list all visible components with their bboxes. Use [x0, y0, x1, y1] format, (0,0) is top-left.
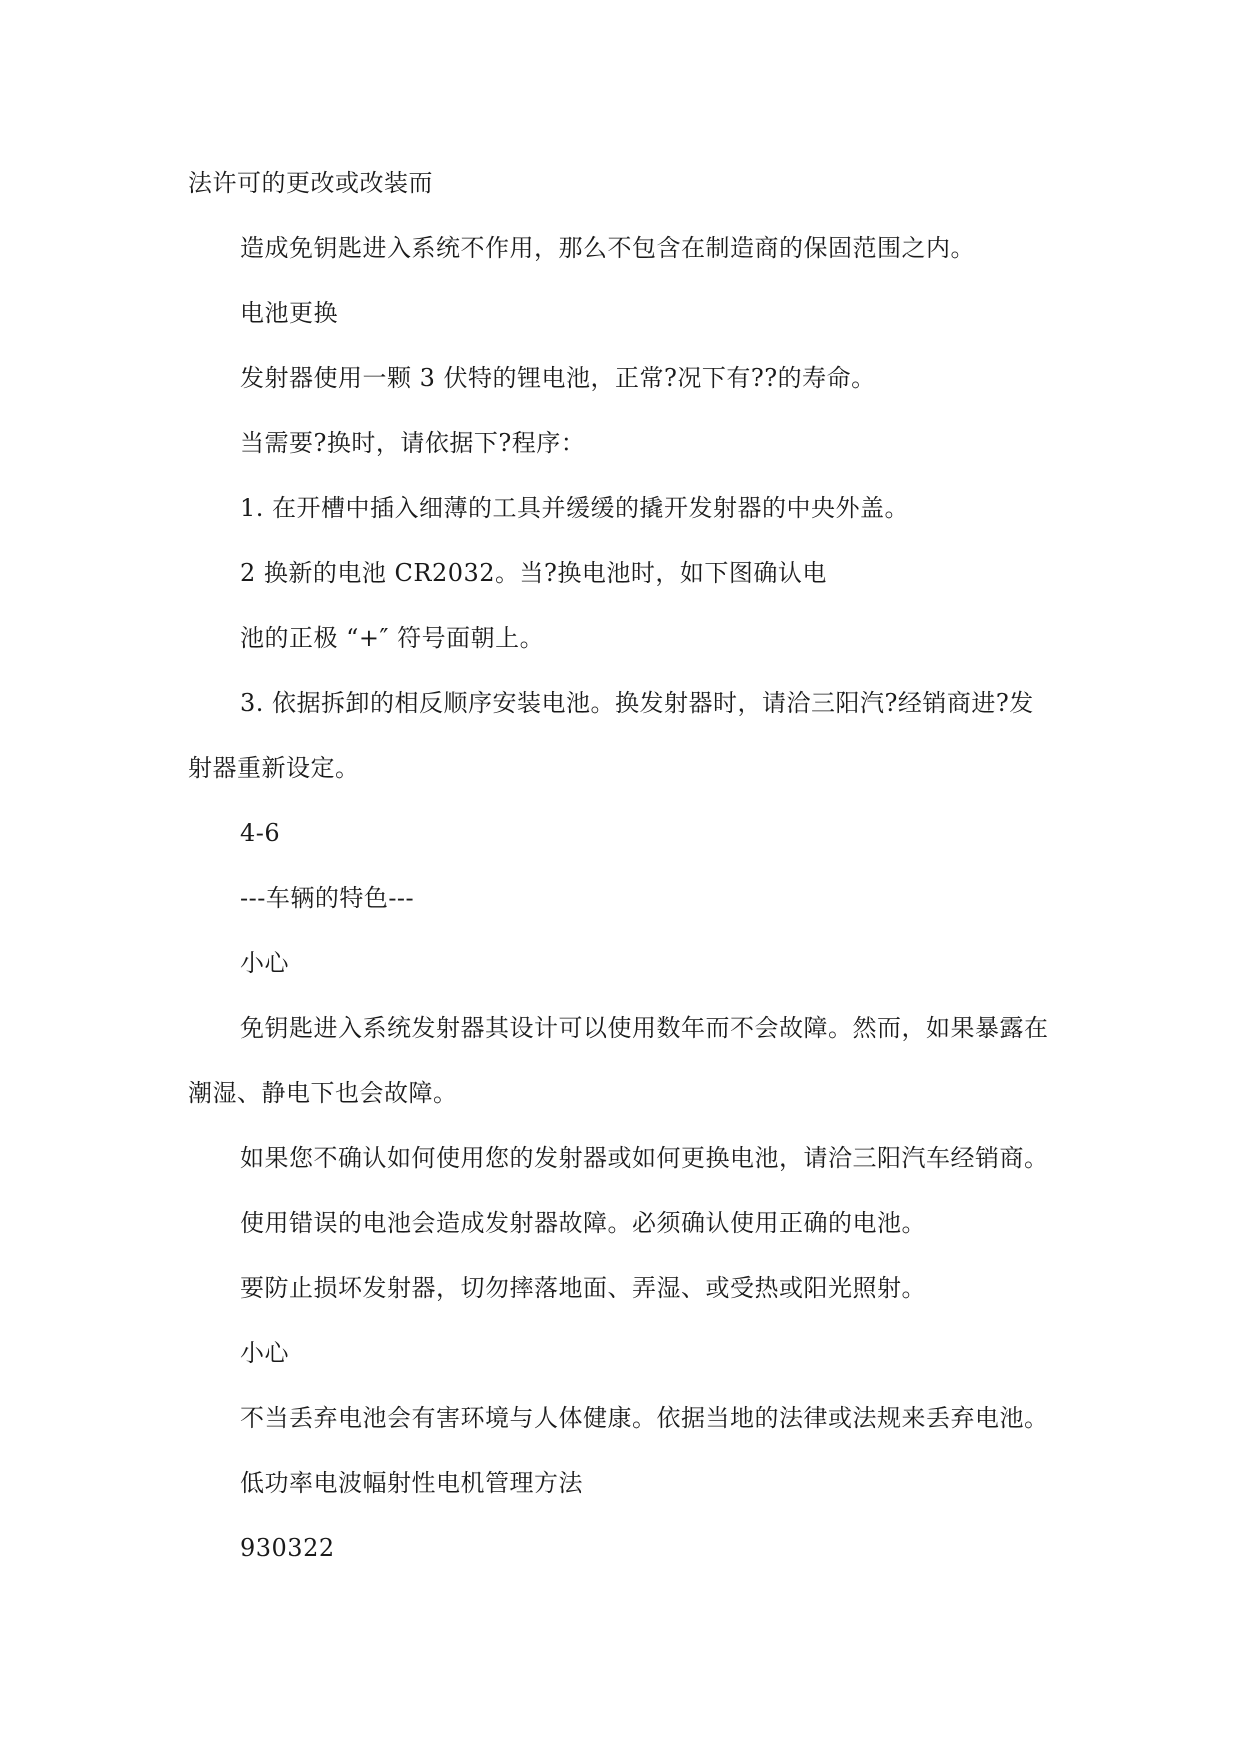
text-line: 免钥匙进入系统发射器其设计可以使用数年而不会故障。然而，如果暴露在: [240, 1014, 1049, 1042]
section-heading: 低功率电波幅射性电机管理方法: [240, 1469, 583, 1497]
page-number: 4-6: [240, 819, 281, 847]
text-line: 池的正极 “+″ 符号面朝上。: [240, 624, 545, 652]
section-heading: 电池更换: [240, 299, 338, 327]
text-line: 如果您不确认如何使用您的发射器或如何更换电池，请洽三阳汽车经销商。: [240, 1144, 1049, 1172]
caution-heading: 小心: [240, 1339, 289, 1367]
caution-heading: 小心: [240, 949, 289, 977]
text-line: 要防止损坏发射器，切勿摔落地面、弄湿、或受热或阳光照射。: [240, 1274, 926, 1302]
text-line: 造成免钥匙进入系统不作用，那么不包含在制造商的保固范围之内。: [240, 234, 975, 262]
list-item: 1. 在开槽中插入细薄的工具并缓缓的撬开发射器的中央外盖。: [240, 494, 910, 522]
list-item: 3. 依据拆卸的相反顺序安装电池。换发射器时，请洽三阳汽?经销商进?发: [240, 689, 1034, 717]
text-line: 射器重新设定。: [188, 754, 360, 782]
text-line: 当需要?换时，请依据下?程序：: [240, 429, 586, 457]
text-line: 930322: [240, 1534, 335, 1562]
text-line: 发射器使用一颗 3 伏特的锂电池，正常?况下有??的寿命。: [240, 364, 876, 392]
section-heading: ---车辆的特色---: [240, 884, 415, 912]
text-line: 不当丢弃电池会有害环境与人体健康。依据当地的法律或法规来丢弃电池。: [240, 1404, 1049, 1432]
list-item: 2 换新的电池 CR2032。当?换电池时，如下图确认电: [240, 559, 827, 587]
text-line: 法许可的更改或改装而: [188, 169, 433, 197]
text-line: 潮湿、静电下也会故障。: [188, 1079, 458, 1107]
text-line: 使用错误的电池会造成发射器故障。必须确认使用正确的电池。: [240, 1209, 926, 1237]
